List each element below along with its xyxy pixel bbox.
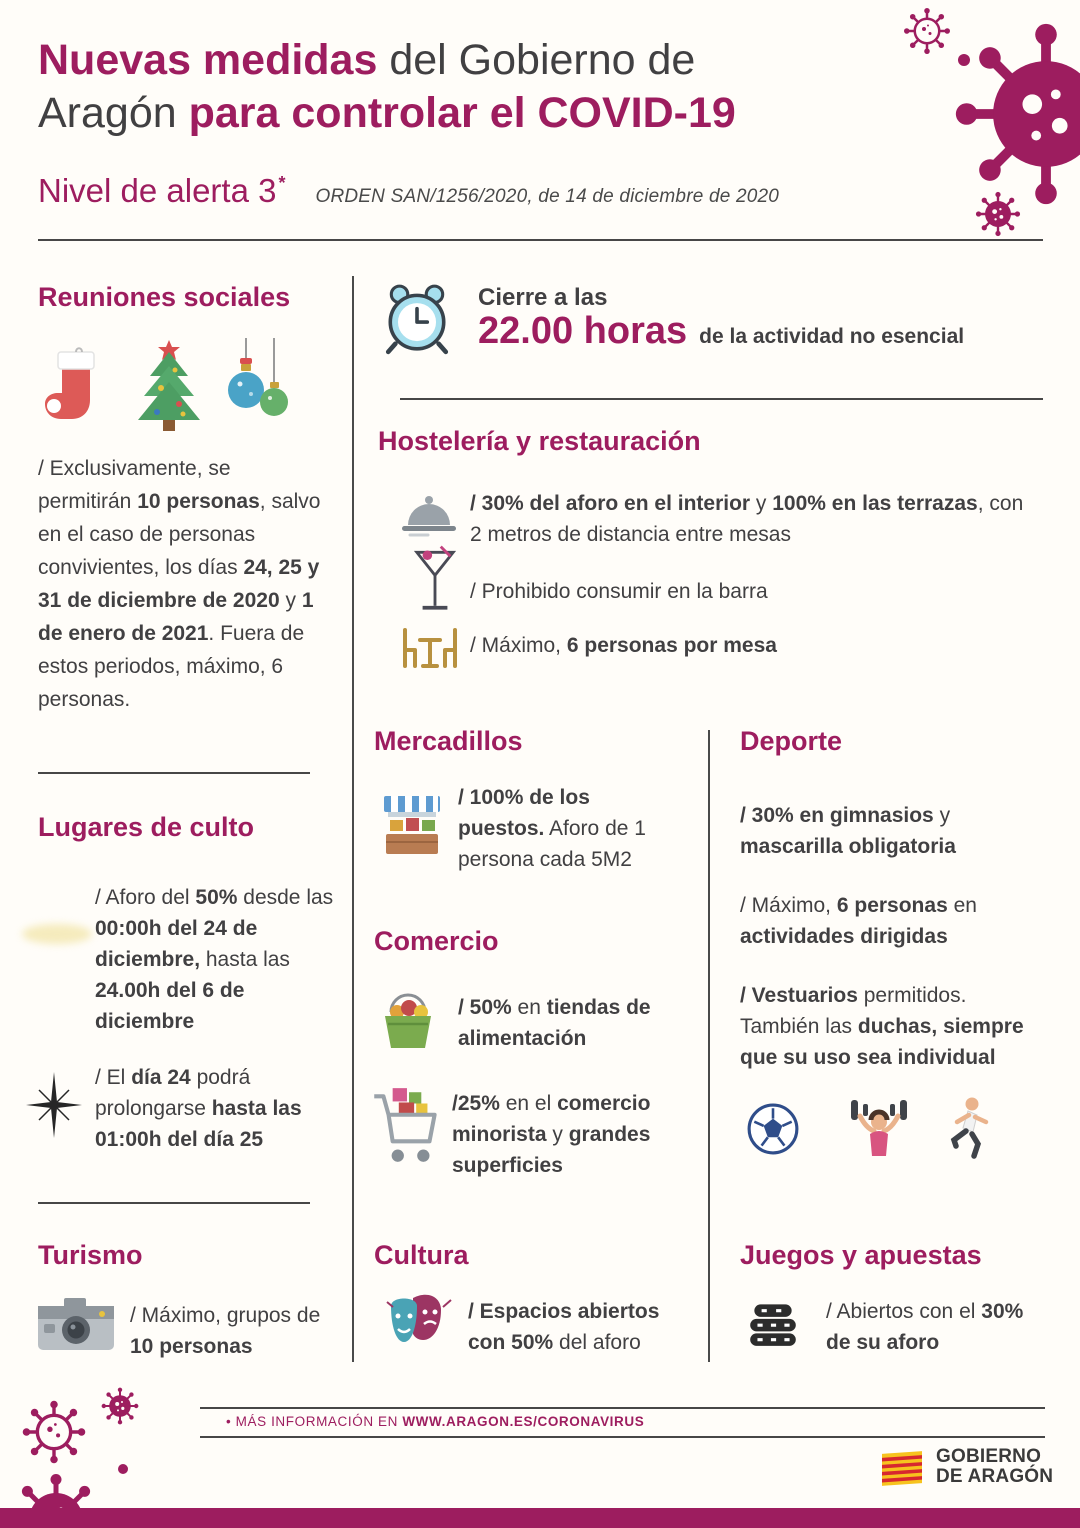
christmas-stocking-icon xyxy=(42,344,104,432)
christmas-tree-icon xyxy=(128,338,210,432)
section-title: Cultura xyxy=(374,1240,469,1270)
comercio-item-1: / 50% en tiendas de alimentación xyxy=(458,996,651,1050)
candle-glow-icon xyxy=(22,924,92,944)
closure-divider xyxy=(400,398,1043,400)
virus-small-outline-icon xyxy=(902,6,952,56)
section-title: Hostelería y restauración xyxy=(378,426,701,456)
hosteleria-item-3: / Máximo, 6 personas por mesa xyxy=(470,634,777,657)
virus-large-icon xyxy=(948,16,1080,212)
alarm-clock-icon xyxy=(380,282,454,356)
alert-row xyxy=(38,172,779,210)
left-divider-2 xyxy=(38,1202,310,1204)
deporte-item-1: / 30% en gimnasios y mascarilla obligatoria xyxy=(740,804,956,858)
reuniones-body-text: / Exclusivamente, se permitirán 10 personas, salvo en el caso de personas convivientes, los días 24, 25 y 31 de diciembre de 2020 y 1 de enero de 2021. Fuera de estos periodos, máximo, 6 personas. xyxy=(38,457,321,711)
section-title: Comercio xyxy=(374,926,499,956)
market-stall-icon xyxy=(382,790,442,860)
closure-detail: de la actividad no esencial xyxy=(699,325,965,348)
logo-text xyxy=(936,1447,1053,1487)
deporte-item-2: / Máximo, 6 personas en actividades dirigidas xyxy=(740,894,977,948)
section-title: Deporte xyxy=(740,726,843,756)
footer-divider-bottom xyxy=(200,1436,1045,1438)
gobierno-aragon-logo xyxy=(880,1446,1053,1488)
closure-time: 22.00 horas xyxy=(478,310,688,352)
star-icon xyxy=(26,1072,82,1138)
footer-divider-top xyxy=(200,1407,1045,1409)
section-title: Lugares de culto xyxy=(38,812,255,842)
aragon-flag-icon xyxy=(880,1446,926,1488)
hosteleria-item-2: / Prohibido consumir en la barra xyxy=(470,580,768,603)
camera-icon xyxy=(36,1296,116,1354)
closure-time-row xyxy=(478,310,964,353)
virus-medium-icon xyxy=(974,190,1022,238)
culto-item-2: / El día 24 podrá prolongarse hasta las 01:00h del día 25 xyxy=(95,1066,302,1151)
more-info-text: • MÁS INFORMACIÓN EN WWW.ARAGON.ES/CORONAVIRUS xyxy=(226,1414,645,1429)
page-title-line2: Aragón para controlar el COVID-19 xyxy=(38,89,736,137)
section-title: Turismo xyxy=(38,1240,143,1270)
footer-bar xyxy=(0,1508,1080,1528)
virus-small-bottom-icon xyxy=(100,1386,140,1426)
virus-dot-bottom-icon xyxy=(118,1464,128,1474)
weightlifter-icon xyxy=(850,1098,908,1160)
cloche-icon xyxy=(400,492,458,538)
virus-outline-bottom-icon xyxy=(20,1398,88,1466)
shopping-basket-icon xyxy=(376,986,440,1052)
cultura-item: / Espacios abiertos con 50% del aforo xyxy=(468,1300,660,1354)
alert-level: Nivel de alerta 3 xyxy=(38,172,277,209)
logo-line-2: DE ARAGÓN xyxy=(936,1466,1054,1487)
left-divider-1 xyxy=(38,772,310,774)
culto-item-1: / Aforo del 50% desde las 00:00h del 24 de diciembre, hasta las 24.00h del 6 de diciembre xyxy=(95,886,334,1033)
header-divider xyxy=(38,239,1043,241)
section-title: Mercadillos xyxy=(374,726,523,756)
section-title: Reuniones sociales xyxy=(38,282,291,312)
runner-icon xyxy=(944,1096,990,1160)
christmas-baubles-icon xyxy=(222,338,290,432)
section-title: Juegos y apuestas xyxy=(740,1240,982,1270)
mercadillos-item: / 100% de los puestos. Aforo de 1 persona cada 5M2 xyxy=(458,786,646,871)
table-chairs-icon xyxy=(398,624,462,670)
deporte-item-3: / Vestuarios permitidos. También las duchas, siempre que su uso sea individual xyxy=(740,984,1024,1069)
order-reference: ORDEN SAN/1256/2020, de 14 de diciembre de 2020 xyxy=(315,186,780,207)
cocktail-icon xyxy=(414,544,456,618)
poker-chips-icon xyxy=(746,1292,800,1350)
vertical-divider-1 xyxy=(352,276,354,1362)
hosteleria-item-1: / 30% del aforo en el interior y 100% en las terrazas, con 2 metros de distancia entre mesas xyxy=(470,492,1024,546)
vertical-divider-2 xyxy=(708,730,710,1362)
soccer-ball-icon xyxy=(746,1102,800,1156)
page-title xyxy=(38,34,736,140)
shopping-cart-icon xyxy=(372,1082,444,1170)
juegos-item: / Abiertos con el 30% de su aforo xyxy=(826,1300,1024,1354)
turismo-item: / Máximo, grupos de 10 personas xyxy=(130,1304,321,1358)
page-title-line1: Nuevas medidas del Gobierno de xyxy=(38,36,696,84)
comercio-item-2: /25% en el comercio minorista y grandes superficies xyxy=(452,1092,651,1177)
alert-asterisk: * xyxy=(278,173,286,193)
logo-line-1: GOBIERNO xyxy=(936,1446,1042,1467)
closure-intro: Cierre a las xyxy=(478,284,608,311)
theater-masks-icon xyxy=(382,1292,456,1358)
